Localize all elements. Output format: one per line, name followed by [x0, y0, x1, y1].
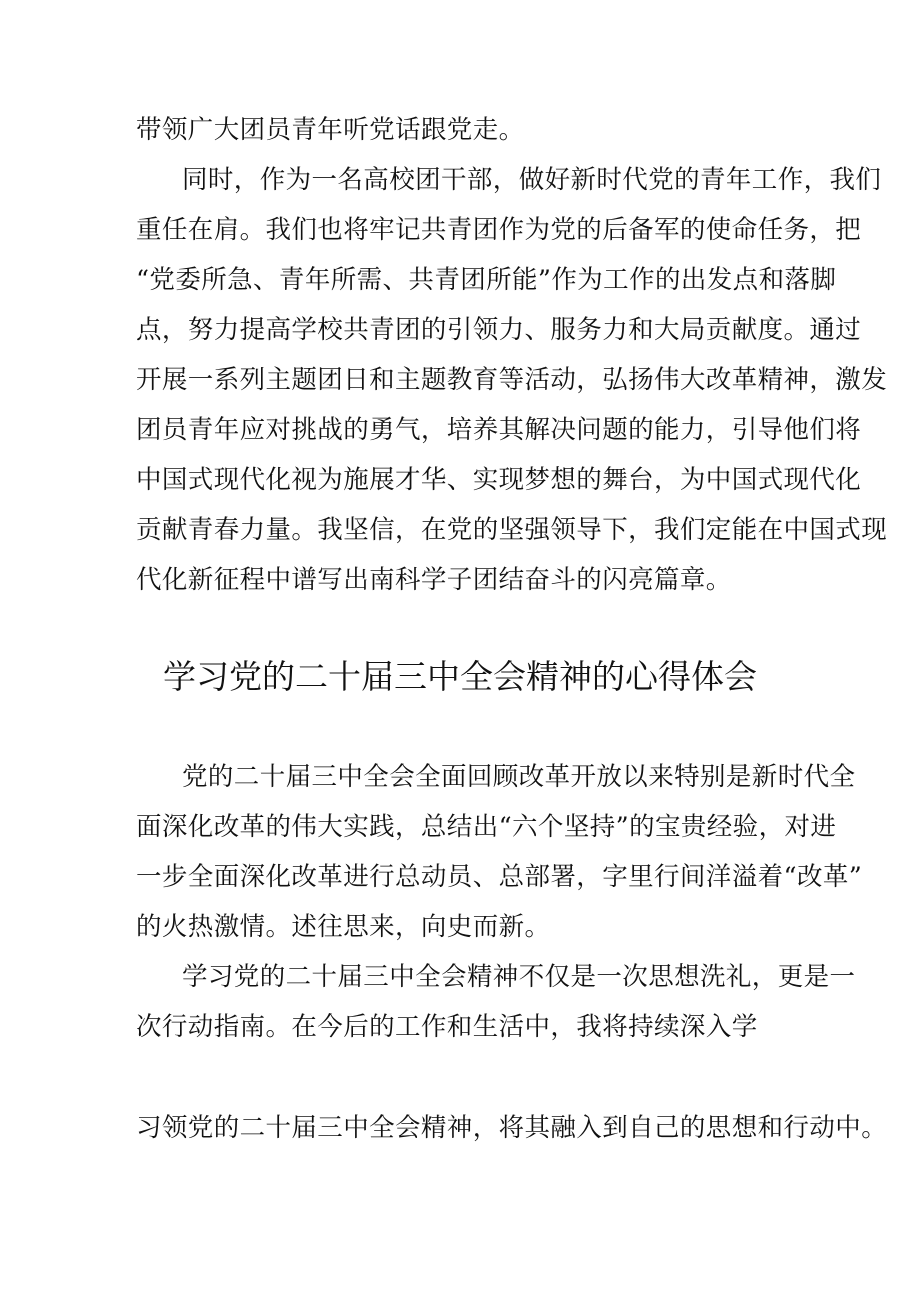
paragraph-line: 团员青年应对挑战的勇气，培养其解决问题的能力，引导他们将 — [136, 415, 862, 445]
paragraph-line: 中国式现代化视为施展才华、实现梦想的舞台，为中国式现代化 — [136, 465, 862, 495]
document-title: 学习党的二十届三中全会精神的心得体会 — [163, 657, 757, 696]
paragraph-line: 的火热激情。述往思来，向史而新。 — [136, 912, 551, 942]
paragraph-line: 学习党的二十届三中全会精神不仅是一次思想洗礼，更是一 — [182, 962, 856, 992]
paragraph-line: 点，努力提高学校共青团的引领力、服务力和大局贡献度。通过 — [136, 315, 862, 345]
paragraph-line: 面深化改革的伟大实践，总结出“六个坚持”的宝贵经验，对进 — [136, 812, 837, 842]
paragraph-line: 同时，作为一名高校团干部，做好新时代党的青年工作，我们 — [182, 165, 882, 195]
paragraph-line: 习领党的二十届三中全会精神，将其融入到自己的思想和行动中。 — [136, 1113, 888, 1143]
paragraph-line: 代化新征程中谱写出南科学子团结奋斗的闪亮篇章。 — [136, 565, 732, 595]
paragraph-line: “党委所急、青年所需、共青团所能”作为工作的出发点和落脚 — [136, 265, 837, 295]
paragraph-line: 次行动指南。在今后的工作和生活中，我将持续深入学 — [136, 1012, 758, 1042]
paragraph-line: 一步全面深化改革进行总动员、总部署，字里行间洋溢着“改革” — [136, 862, 863, 892]
paragraph-line: 贡献青春力量。我坚信，在党的坚强领导下，我们定能在中国式现 — [136, 515, 888, 545]
paragraph-line: 党的二十届三中全会全面回顾改革开放以来特别是新时代全 — [182, 762, 856, 792]
paragraph-line: 开展一系列主题团日和主题教育等活动，弘扬伟大改革精神，激发 — [136, 365, 888, 395]
paragraph-line: 重任在肩。我们也将牢记共青团作为党的后备军的使命任务，把 — [136, 215, 862, 245]
paragraph-line: 带领广大团员青年听党话跟党走。 — [136, 115, 525, 145]
